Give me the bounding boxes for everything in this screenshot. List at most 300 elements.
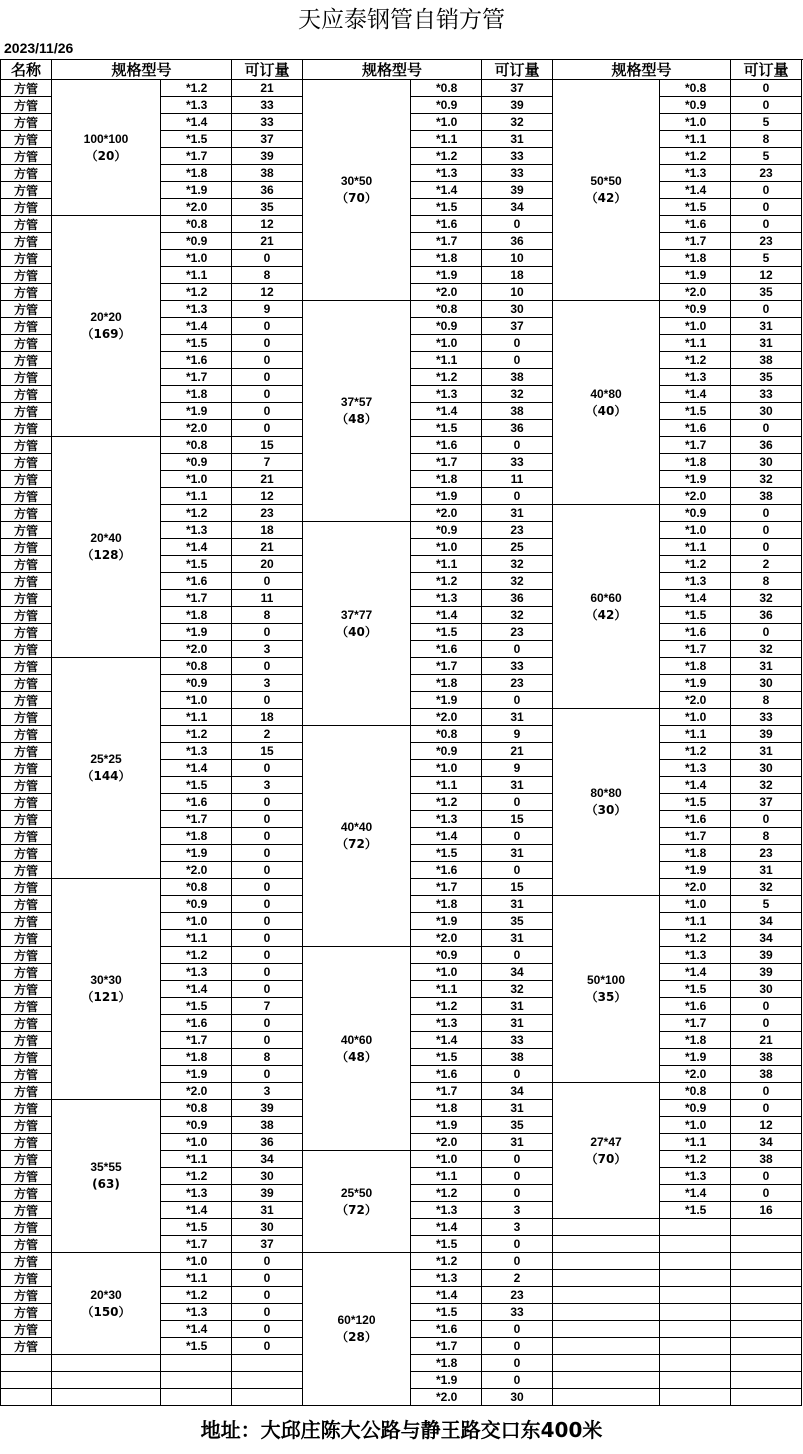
spec-cell: *0.8: [161, 1100, 232, 1117]
qty-cell: 37: [731, 794, 802, 811]
name-cell: 方管: [1, 1287, 52, 1304]
spec-cell: *1.3: [411, 590, 482, 607]
spec-cell: *1.3: [411, 1202, 482, 1219]
spec-cell: *1.1: [161, 267, 232, 284]
empty-cell: [731, 1287, 802, 1304]
name-cell: 方管: [1, 998, 52, 1015]
spec-cell: *1.9: [161, 403, 232, 420]
spec-cell: *1.5: [161, 777, 232, 794]
name-cell: 方管: [1, 658, 52, 675]
spec-cell: *1.7: [411, 658, 482, 675]
qty-cell: 32: [731, 777, 802, 794]
qty-cell: 0: [232, 318, 303, 335]
qty-cell: 0: [731, 1185, 802, 1202]
qty-cell: 8: [731, 828, 802, 845]
qty-cell: 0: [731, 182, 802, 199]
name-cell: 方管: [1, 352, 52, 369]
spec-cell: *1.9: [660, 267, 731, 284]
empty-cell: [731, 1253, 802, 1270]
qty-cell: 30: [731, 760, 802, 777]
qty-cell: 21: [731, 1032, 802, 1049]
qty-cell: 30: [482, 301, 553, 318]
qty-cell: 0: [482, 862, 553, 879]
group-cell: [52, 437, 161, 658]
spec-cell: *1.5: [161, 998, 232, 1015]
name-cell: 方管: [1, 233, 52, 250]
group-size: 40*40: [340, 820, 373, 834]
spec-cell: *1.2: [161, 284, 232, 301]
spec-cell: *2.0: [161, 199, 232, 216]
qty-cell: 0: [482, 1355, 553, 1372]
group-count: （48）: [336, 412, 377, 426]
group-size: 40*80: [590, 386, 622, 401]
name-cell: 方管: [1, 1134, 52, 1151]
group-count: （35）: [585, 990, 627, 1004]
spec-cell: *1.4: [660, 964, 731, 981]
spec-cell: *1.1: [161, 709, 232, 726]
spec-cell: *1.3: [161, 1304, 232, 1321]
group-cell: [303, 301, 411, 522]
spec-cell: *1.6: [161, 573, 232, 590]
qty-cell: 33: [482, 1032, 553, 1049]
qty-cell: 33: [482, 1304, 553, 1321]
group-cell: [553, 80, 660, 301]
qty-cell: 0: [232, 369, 303, 386]
spec-cell: *1.3: [660, 760, 731, 777]
qty-cell: 32: [482, 386, 553, 403]
spec-cell: *1.1: [161, 488, 232, 505]
spec-cell: *1.4: [660, 386, 731, 403]
spec-cell: *1.1: [161, 1270, 232, 1287]
qty-cell: 39: [482, 97, 553, 114]
qty-cell: 23: [482, 1287, 553, 1304]
qty-cell: 32: [482, 556, 553, 573]
empty-cell: [232, 1389, 303, 1406]
qty-cell: 11: [482, 471, 553, 488]
spec-cell: *1.0: [161, 250, 232, 267]
name-cell: 方管: [1, 369, 52, 386]
spec-cell: *1.4: [161, 981, 232, 998]
group-size: 37*57: [340, 395, 373, 409]
name-cell: 方管: [1, 777, 52, 794]
spec-cell: *1.6: [660, 998, 731, 1015]
group-size: 20*30: [90, 1287, 122, 1302]
spec-cell: *1.0: [161, 1253, 232, 1270]
qty-cell: 8: [232, 267, 303, 284]
name-cell: 方管: [1, 1015, 52, 1032]
spec-cell: *1.4: [411, 403, 482, 420]
spec-cell: *1.0: [161, 913, 232, 930]
qty-cell: 38: [731, 488, 802, 505]
spec-cell: *1.2: [161, 1287, 232, 1304]
qty-cell: 0: [232, 1304, 303, 1321]
name-cell: 方管: [1, 1100, 52, 1117]
qty-cell: 0: [232, 624, 303, 641]
spec-cell: *1.9: [161, 1066, 232, 1083]
spec-cell: *0.8: [411, 80, 482, 97]
spec-cell: *1.1: [411, 777, 482, 794]
name-cell: 方管: [1, 1117, 52, 1134]
empty-cell: [553, 1287, 660, 1304]
name-cell: 方管: [1, 165, 52, 182]
empty-cell: [553, 1253, 660, 1270]
name-cell: 方管: [1, 930, 52, 947]
qty-cell: 0: [731, 1015, 802, 1032]
group-count: （20）: [85, 148, 127, 163]
group-size: 35*55: [90, 1160, 122, 1174]
spec-cell: *1.2: [660, 930, 731, 947]
spec-cell: *0.9: [660, 97, 731, 114]
spec-cell: *0.8: [161, 437, 232, 454]
group-count: （150）: [81, 1304, 131, 1319]
spec-cell: *0.9: [411, 743, 482, 760]
name-cell: 方管: [1, 1202, 52, 1219]
qty-cell: 32: [482, 573, 553, 590]
qty-cell: 37: [482, 318, 553, 335]
spec-cell: *1.8: [161, 165, 232, 182]
name-cell: 方管: [1, 97, 52, 114]
empty-cell: [731, 1321, 802, 1338]
name-cell: 方管: [1, 199, 52, 216]
qty-cell: 12: [731, 1117, 802, 1134]
qty-cell: 12: [232, 216, 303, 233]
spec-cell: *1.7: [161, 590, 232, 607]
qty-cell: 12: [731, 267, 802, 284]
qty-cell: 7: [232, 998, 303, 1015]
name-cell: 方管: [1, 505, 52, 522]
empty-cell: [660, 1355, 731, 1372]
spec-cell: *2.0: [660, 284, 731, 301]
name-cell: 方管: [1, 675, 52, 692]
qty-cell: 32: [731, 641, 802, 658]
empty-cell: [731, 1236, 802, 1253]
spec-cell: *1.4: [161, 318, 232, 335]
spec-cell: *1.2: [411, 1185, 482, 1202]
header-qty: 可订量: [482, 60, 553, 80]
empty-cell: [52, 1389, 161, 1406]
spec-cell: *1.8: [161, 828, 232, 845]
name-cell: 方管: [1, 80, 52, 97]
qty-cell: 23: [482, 624, 553, 641]
spec-cell: *1.5: [161, 556, 232, 573]
spec-cell: *2.0: [660, 488, 731, 505]
qty-cell: 38: [731, 352, 802, 369]
empty-cell: [161, 1355, 232, 1372]
qty-cell: 31: [482, 1015, 553, 1032]
qty-cell: 33: [232, 97, 303, 114]
empty-cell: [660, 1304, 731, 1321]
name-cell: 方管: [1, 811, 52, 828]
spec-cell: *0.8: [660, 80, 731, 97]
qty-cell: 2: [731, 556, 802, 573]
spec-cell: *1.1: [660, 335, 731, 352]
qty-cell: 2: [482, 1270, 553, 1287]
group-count: （121）: [81, 990, 131, 1004]
name-cell: 方管: [1, 335, 52, 352]
name-cell: 方管: [1, 539, 52, 556]
spec-cell: *1.3: [660, 573, 731, 590]
spec-cell: *1.4: [411, 828, 482, 845]
qty-cell: 0: [482, 828, 553, 845]
spec-cell: *1.0: [411, 964, 482, 981]
qty-cell: 0: [232, 1338, 303, 1355]
spec-cell: *1.4: [161, 1202, 232, 1219]
spec-cell: *0.9: [411, 318, 482, 335]
qty-cell: 31: [731, 658, 802, 675]
name-cell: 方管: [1, 318, 52, 335]
qty-cell: 0: [731, 97, 802, 114]
name-cell: 方管: [1, 828, 52, 845]
spec-cell: *1.0: [660, 522, 731, 539]
qty-cell: 31: [482, 998, 553, 1015]
empty-cell: [52, 1355, 161, 1372]
empty-cell: [553, 1219, 660, 1236]
qty-cell: 8: [232, 1049, 303, 1066]
spec-cell: *1.0: [161, 471, 232, 488]
spec-cell: *1.1: [411, 131, 482, 148]
spec-cell: *1.6: [660, 624, 731, 641]
group-cell: [303, 1151, 411, 1253]
spec-cell: *1.0: [660, 114, 731, 131]
spec-cell: *1.1: [411, 352, 482, 369]
header-spec: 规格型号: [52, 60, 232, 80]
spec-cell: *1.7: [660, 233, 731, 250]
empty-cell: [660, 1338, 731, 1355]
qty-cell: 39: [731, 964, 802, 981]
spec-cell: *1.5: [660, 199, 731, 216]
spec-cell: *1.9: [411, 913, 482, 930]
spec-cell: *1.4: [161, 1321, 232, 1338]
name-cell: 方管: [1, 250, 52, 267]
name-cell: 方管: [1, 420, 52, 437]
group-count: （72）: [336, 837, 377, 851]
name-cell: [1, 1389, 52, 1406]
spec-cell: *1.7: [411, 879, 482, 896]
sheet-date: 2023/11/26: [4, 40, 74, 56]
spec-cell: *1.5: [161, 335, 232, 352]
group-cell: [553, 505, 660, 709]
empty-cell: [731, 1355, 802, 1372]
spec-cell: *1.1: [660, 131, 731, 148]
spec-cell: *1.5: [161, 1219, 232, 1236]
qty-cell: 3: [232, 675, 303, 692]
name-cell: 方管: [1, 981, 52, 998]
qty-cell: 0: [731, 1100, 802, 1117]
spec-cell: *2.0: [411, 709, 482, 726]
qty-cell: 0: [232, 862, 303, 879]
qty-cell: 0: [731, 1168, 802, 1185]
spec-cell: *0.9: [660, 301, 731, 318]
empty-cell: [161, 1389, 232, 1406]
spec-cell: *1.7: [161, 148, 232, 165]
qty-cell: 0: [232, 760, 303, 777]
qty-cell: 31: [482, 845, 553, 862]
spec-cell: *1.9: [411, 692, 482, 709]
spec-cell: *0.8: [660, 1083, 731, 1100]
empty-cell: [731, 1219, 802, 1236]
name-cell: 方管: [1, 743, 52, 760]
spec-cell: *1.6: [411, 216, 482, 233]
group-cell: [52, 216, 161, 437]
group-size: 25*50: [340, 1185, 373, 1200]
qty-cell: 33: [482, 165, 553, 182]
empty-cell: [553, 1389, 660, 1406]
empty-cell: [553, 1270, 660, 1287]
group-count: （70）: [336, 191, 377, 205]
group-count: （48）: [336, 1049, 377, 1064]
qty-cell: 0: [232, 828, 303, 845]
group-count: （30）: [585, 803, 627, 817]
group-size: 40*60: [340, 1032, 373, 1047]
qty-cell: 0: [232, 352, 303, 369]
spec-cell: *0.8: [161, 658, 232, 675]
qty-cell: 38: [731, 1151, 802, 1168]
spec-cell: *2.0: [411, 505, 482, 522]
qty-cell: 36: [232, 182, 303, 199]
spec-cell: *1.1: [660, 1134, 731, 1151]
group-size: 37*77: [340, 607, 373, 622]
name-cell: 方管: [1, 1151, 52, 1168]
name-cell: 方管: [1, 301, 52, 318]
qty-cell: 0: [731, 811, 802, 828]
qty-cell: 0: [482, 641, 553, 658]
spec-cell: *1.2: [411, 794, 482, 811]
name-cell: 方管: [1, 845, 52, 862]
spec-cell: *1.2: [660, 1151, 731, 1168]
spec-cell: *1.3: [411, 1270, 482, 1287]
spec-cell: *1.0: [660, 1117, 731, 1134]
qty-cell: 0: [232, 420, 303, 437]
name-cell: 方管: [1, 488, 52, 505]
spec-cell: *1.3: [660, 369, 731, 386]
spec-cell: *1.0: [411, 114, 482, 131]
qty-cell: 25: [482, 539, 553, 556]
qty-cell: 3: [232, 777, 303, 794]
qty-cell: 34: [731, 930, 802, 947]
qty-cell: 34: [731, 913, 802, 930]
name-cell: [1, 1372, 52, 1389]
empty-cell: [660, 1253, 731, 1270]
qty-cell: 21: [482, 743, 553, 760]
header-spec: 规格型号: [303, 60, 482, 80]
qty-cell: 31: [731, 318, 802, 335]
empty-cell: [553, 1236, 660, 1253]
qty-cell: 18: [482, 267, 553, 284]
spec-cell: *1.5: [660, 981, 731, 998]
spec-cell: *1.7: [660, 1015, 731, 1032]
qty-cell: 3: [232, 641, 303, 658]
qty-cell: 9: [482, 726, 553, 743]
group-size: 25*25: [90, 752, 122, 766]
spec-cell: *1.2: [411, 573, 482, 590]
spec-cell: *1.0: [660, 318, 731, 335]
name-cell: 方管: [1, 114, 52, 131]
spec-cell: *1.2: [161, 80, 232, 97]
spec-cell: *0.9: [411, 522, 482, 539]
spec-cell: *1.5: [411, 1236, 482, 1253]
qty-cell: 0: [731, 301, 802, 318]
spec-cell: *1.6: [411, 641, 482, 658]
spec-cell: *1.5: [411, 199, 482, 216]
qty-cell: 16: [731, 1202, 802, 1219]
spec-cell: *1.1: [660, 539, 731, 556]
qty-cell: 2: [232, 726, 303, 743]
group-cell: [553, 709, 660, 896]
qty-cell: 31: [232, 1202, 303, 1219]
spec-cell: *1.2: [660, 743, 731, 760]
group-size: 27*47: [590, 1134, 622, 1149]
spec-cell: *1.3: [411, 386, 482, 403]
empty-cell: [731, 1389, 802, 1406]
qty-cell: 0: [232, 335, 303, 352]
spec-cell: *1.9: [660, 1049, 731, 1066]
qty-cell: 8: [232, 607, 303, 624]
spec-cell: *1.1: [411, 981, 482, 998]
qty-cell: 33: [731, 709, 802, 726]
spec-cell: *1.2: [161, 726, 232, 743]
qty-cell: 30: [731, 454, 802, 471]
name-cell: 方管: [1, 182, 52, 199]
qty-cell: 0: [232, 1321, 303, 1338]
empty-cell: [553, 1321, 660, 1338]
qty-cell: 36: [482, 233, 553, 250]
spec-cell: *1.6: [411, 862, 482, 879]
qty-cell: 0: [482, 1338, 553, 1355]
spec-cell: *1.6: [161, 794, 232, 811]
qty-cell: 0: [731, 624, 802, 641]
qty-cell: 0: [482, 488, 553, 505]
spec-cell: *1.2: [161, 947, 232, 964]
qty-cell: 0: [232, 386, 303, 403]
spec-cell: *1.7: [411, 454, 482, 471]
qty-cell: 31: [482, 896, 553, 913]
spec-cell: *1.4: [411, 1219, 482, 1236]
qty-cell: 0: [482, 1253, 553, 1270]
spec-cell: *1.5: [660, 403, 731, 420]
name-cell: 方管: [1, 573, 52, 590]
name-cell: 方管: [1, 590, 52, 607]
qty-cell: 31: [482, 131, 553, 148]
empty-cell: [660, 1270, 731, 1287]
spec-cell: *1.5: [411, 420, 482, 437]
group-cell: [52, 879, 161, 1100]
name-cell: 方管: [1, 1253, 52, 1270]
qty-cell: 37: [482, 80, 553, 97]
spec-cell: *0.9: [161, 454, 232, 471]
spec-cell: *1.9: [660, 675, 731, 692]
group-count: （169）: [81, 327, 131, 341]
group-count: （144）: [81, 769, 131, 783]
spec-cell: *1.1: [411, 556, 482, 573]
group-count: （40）: [585, 403, 627, 418]
qty-cell: 0: [731, 539, 802, 556]
qty-cell: 0: [482, 692, 553, 709]
qty-cell: 38: [232, 165, 303, 182]
name-cell: 方管: [1, 1049, 52, 1066]
spec-cell: *1.4: [411, 1287, 482, 1304]
spec-cell: *1.5: [411, 1304, 482, 1321]
qty-cell: 36: [482, 420, 553, 437]
qty-cell: 31: [731, 862, 802, 879]
qty-cell: 0: [232, 1032, 303, 1049]
spec-cell: *1.4: [660, 182, 731, 199]
qty-cell: 0: [232, 794, 303, 811]
name-cell: 方管: [1, 1270, 52, 1287]
qty-cell: 21: [232, 80, 303, 97]
name-cell: 方管: [1, 1066, 52, 1083]
qty-cell: 34: [482, 964, 553, 981]
spec-cell: *2.0: [660, 1066, 731, 1083]
